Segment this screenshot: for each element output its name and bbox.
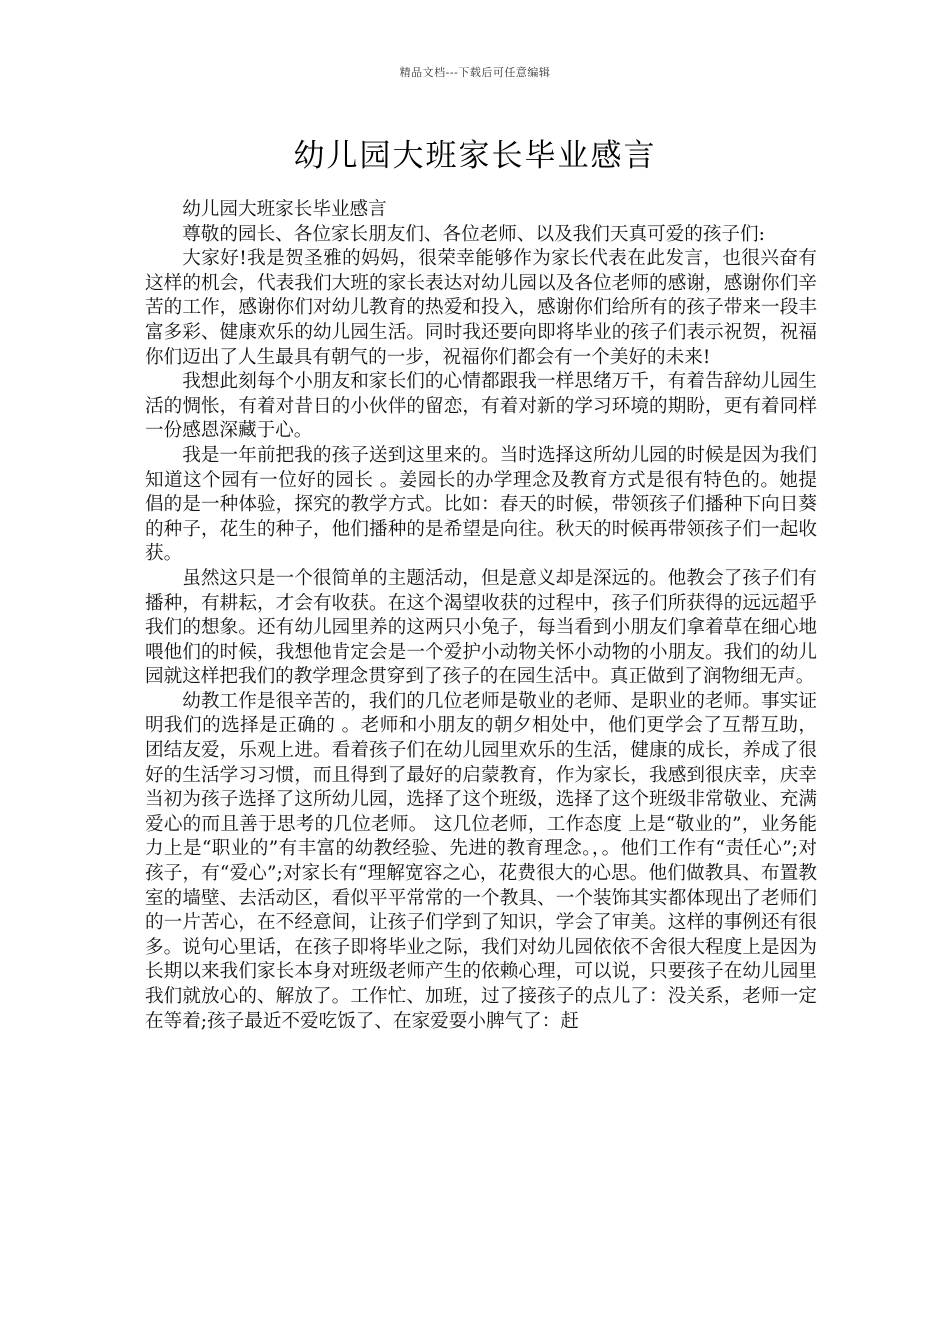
paragraph: 虽然这只是一个很简单的主题活动，但是意义却是深远的。他教会了孩子们有播种，有耕耘，才会有收获。在这个渴望收获的过程中，孩子们所获得的远远超乎我们的想象。还有幼儿园里养的这两只小兔子，每当看到小朋友们拿着草在细心地喂他们的时候，我想他肯定会是一个爱护小动物关怀小动物的小朋友。我们的幼儿园就这样把我们的教学理念贯穿到了孩子的在园生活中。真正做到了润物细无声。 bbox=[145, 567, 817, 688]
paragraph: 我想此刻每个小朋友和家长们的心情都跟我一样思绪万千，有着告辞幼儿园生活的惆怅，有着对昔日的小伙伴的留恋，有着对新的学习环境的期盼，更有着同样一份感恩深藏于心。 bbox=[145, 371, 817, 442]
paragraph: 幼儿园大班家长毕业感言 bbox=[182, 199, 387, 220]
paragraph: 幼教工作是很辛苦的，我们的几位老师是敬业的老师、是职业的老师。事实证明我们的选择是正确的 。老师和小朋友的朝夕相处中，他们更学会了互帮互助，团结友爱，乐观上进。看着孩子们在幼儿园里欢乐的生活，健康的成长，养成了很好的生活学习习惯，而且得到了最好的启蒙教育，作为家长，我感到很庆幸，庆幸当初为孩子选择了这所幼儿园，选择了这个班级，选择了这个班级非常敬业、充满爱心的而且善于思考的几位老师。 这几位老师，工作态度 上是“敬业的”，业务能力上是“职业的”有丰富的幼教经验、先进的教育理念。，。他们工作有“责任心”;对孩子，有“爱心”;对家长有“理解宽容之心，花费很大的心思。他们做教具、布置教室的墙壁、去活动区，看似平平常常的一个教具、一个装饰其实都体现出了老师们的一片苦心，在不经意间，让孩子们学到了知识，学会了审美。这样的事例还有很多。说句心里话，在孩子即将毕业之际，我们对幼儿园依依不舍很大程度上是因为长期以来我们家长本身对班级老师产生的依赖心理，可以说，只要孩子在幼儿园里我们就放心的、解放了。工作忙、加班，过了接孩子的点儿了：没关系，老师一定在等着;孩子最近不爱吃饭了、在家爱耍小脾气了：赶 bbox=[145, 690, 817, 1032]
paragraph: 我是一年前把我的孩子送到这里来的。当时选择这所幼儿园的时候是因为我们知道这个园有一位好的园长 。姜园长的办学理念及教育方式是很有特色的。她提倡的是一种体验，探究的教学方式。比如：春天的时候，带领孩子们播种下向日葵的种子，花生的种子，他们播种的是希望是向往。秋天的时候再带领孩子们一起收获。 bbox=[145, 444, 817, 565]
paragraph: 大家好!我是贺圣雅的妈妈，很荣幸能够作为家长代表在此发言，也很兴奋有这样的机会，代表我们大班的家长表达对幼儿园以及各位老师的感谢，感谢你们辛苦的工作，感谢你们对幼儿教育的热爱和投入，感谢你们给所有的孩子带来一段丰富多彩、健康欢乐的幼儿园生活。同时我还要向即将毕业的孩子们表示祝贺，祝福你们迈出了人生最具有朝气的一步，祝福你们都会有一个美好的未来! bbox=[145, 248, 817, 368]
header-note: 精品文档---下载后可任意编辑 bbox=[399, 66, 551, 79]
document-title: 幼儿园大班家长毕业感言 bbox=[293, 138, 657, 174]
paragraph: 尊敬的园长、各位家长朋友们、各位老师、以及我们天真可爱的孩子们: bbox=[182, 223, 765, 245]
document-body bbox=[145, 198, 817, 1034]
